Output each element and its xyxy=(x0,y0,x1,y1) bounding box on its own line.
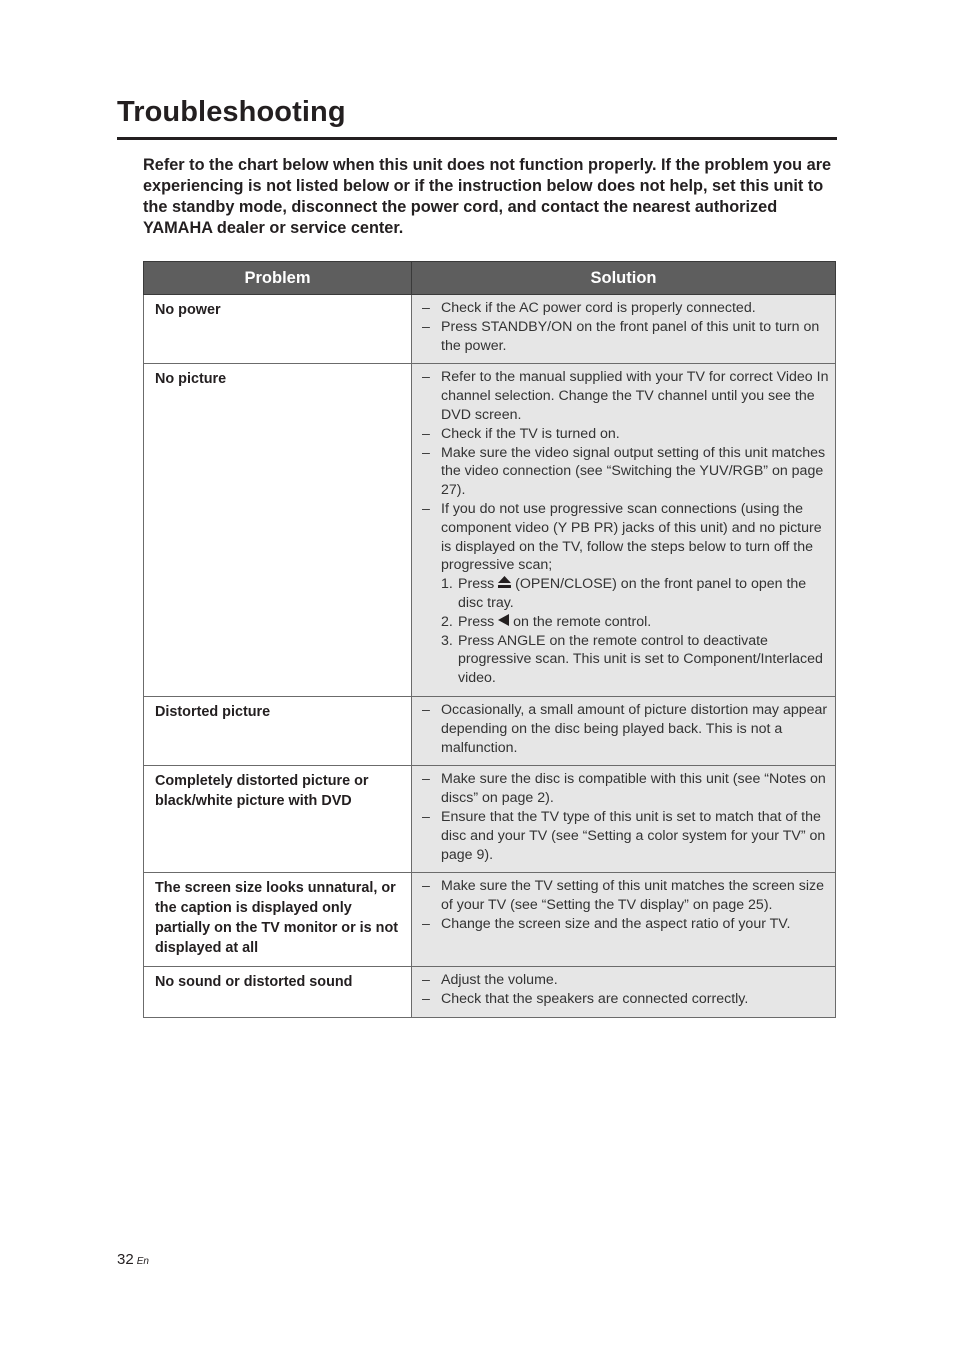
table-header-row xyxy=(144,262,836,295)
solution-step: 1. Press (OPEN/CLOSE) on the front panel to open the disc tray. xyxy=(441,576,807,611)
solution-item: – Check that the speakers are connected correctly. xyxy=(422,991,749,1008)
solution-item: – Ensure that the TV type of this unit is set to match that of the disc and your TV (see “Setting a color system for your TV” on page 9). xyxy=(422,808,826,863)
solution-item: – Make sure the TV setting of this unit matches the screen size of your TV (see “Setting the TV display” on page 25). xyxy=(422,878,824,914)
problem-cell: Distorted picture xyxy=(144,696,412,765)
solution-cell xyxy=(412,696,836,765)
problem-cell: No picture xyxy=(144,364,412,697)
solution-cell xyxy=(412,873,836,967)
solution-item: – Change the screen size and the aspect ratio of your TV. xyxy=(422,915,791,932)
table-row xyxy=(144,967,836,1018)
solution-item: – Check if the AC power cord is properly connected. xyxy=(422,300,756,316)
solution-header: Solution xyxy=(412,262,836,295)
title-rule xyxy=(117,137,837,140)
solution-item: – Refer to the manual supplied with your TV for correct Video In channel selection. Change the TV channel until you see the DVD screen. xyxy=(422,369,829,423)
solution-cell xyxy=(412,766,836,873)
page-language: En xyxy=(136,1256,149,1267)
problem-cell: The screen size looks unnatural, or the caption is displayed only partially on the TV monitor or is not displayed at all xyxy=(144,873,412,967)
solution-item: – Occasionally, a small amount of picture distortion may appear depending on the disc being played back. This is not a malfunction. xyxy=(422,701,828,756)
solution-step: 3. Press ANGLE on the remote control to deactivate progressive scan. This unit is set to Component/Interlaced video. xyxy=(441,632,823,687)
table-row xyxy=(144,766,836,873)
page-number: 32 En xyxy=(117,1251,149,1268)
table-row xyxy=(144,364,836,697)
solution-item: – Make sure the video signal output setting of this unit matches the video connection (see “Switching the YUV/RGB” on page 27). xyxy=(422,444,826,499)
table-row xyxy=(144,295,836,364)
problem-header: Problem xyxy=(144,262,412,295)
problem-cell: No power xyxy=(144,295,412,364)
page-title: Troubleshooting xyxy=(117,96,346,128)
solution-cell xyxy=(412,364,836,697)
solution-item: – Check if the TV is turned on. xyxy=(422,425,620,442)
solution-step: 2. Press on the remote control. xyxy=(441,613,652,630)
eject-icon xyxy=(498,576,511,588)
solution-item: – Press STANDBY/ON on the front panel of this unit to turn on the power. xyxy=(422,318,820,354)
solution-item: – Adjust the volume. xyxy=(422,972,558,989)
solution-cell xyxy=(412,967,836,1018)
intro-paragraph: Refer to the chart below when this unit does not function properly. If the problem you are experiencing is not listed below or if the instruction below does not help, set this unit to the standby mode, disconnect the power cord, and contact the nearest authorized YAMAHA dealer or service center. xyxy=(143,156,832,237)
solution-cell xyxy=(412,295,836,364)
problem-cell: Completely distorted picture or black/white picture with DVD xyxy=(144,766,412,873)
table-row xyxy=(144,873,836,967)
problem-cell: No sound or distorted sound xyxy=(144,967,412,1018)
left-arrow-icon xyxy=(498,614,509,626)
table-row xyxy=(144,696,836,765)
troubleshooting-table xyxy=(143,261,836,1018)
solution-item: – If you do not use progressive scan connections (using the component video (Y PB PR) jacks of this unit) and no picture is displayed on the TV, follow the steps below to turn off the progressive scan; xyxy=(422,500,822,574)
solution-item: – Make sure the disc is compatible with this unit (see “Notes on discs” on page 2). xyxy=(422,771,826,807)
